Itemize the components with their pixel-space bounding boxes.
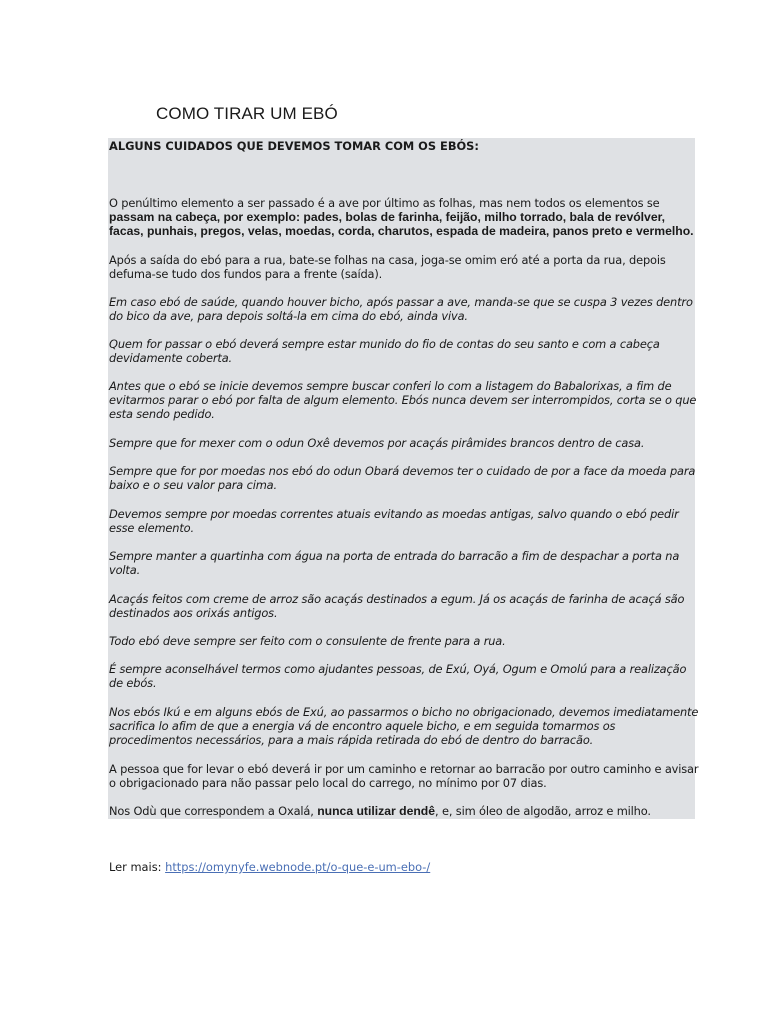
read-more-link[interactable]: https://omynyfe.webnode.pt/o-que-e-um-ebo-/ [165, 860, 431, 874]
read-more-line [109, 860, 430, 874]
paragraph-oxala-bold: nunca utilizar dendê [317, 804, 436, 818]
paragraph-iku-ebos: Nos ebós Ikú e em alguns ebós de Exú, ao passarmos o bicho no obrigacionado, devemos imediatamente sacrifica lo afim de que a energia vá de encontro aquele bicho, e em seguida tomarmos os procedimentos necessários, para a mais rápida retirada do ebó de dentro do barracão. [109, 705, 699, 747]
paragraph-helpers: É sempre aconselhável termos como ajudantes pessoas, de Exú, Oyá, Ogum e Omolú para a realização de ebós. [109, 662, 687, 690]
paragraph-oxala-after: , e, sim óleo de algodão, arroz e milho. [435, 804, 651, 818]
paragraph-elements-normal: O penúltimo elemento a ser passado é a ave por último as folhas, mas nem todos os elementos se [109, 196, 660, 210]
paragraph-health-ebo: Em caso ebó de saúde, quando houver bicho, após passar a ave, manda-se que se cuspa 3 vezes dentro do bico da ave, para depois soltá-la em cima do ebó, ainda viva. [109, 295, 693, 323]
paragraph-oxala [109, 804, 699, 818]
paragraph-acacas: Acaçás feitos com creme de arroz são acaçás destinados a egum. Já os acaçás de farinha de acaçá são destinados aos orixás antigos. [109, 592, 685, 620]
paragraph-facing-street: Todo ebó deve sempre ser feito com o consulente de frente para a rua. [109, 634, 506, 648]
paragraph-elements [109, 196, 699, 238]
paragraph-after-exit: Após a saída do ebó para a rua, bate-se folhas na casa, joga-se omim eró até a porta da rua, depois defuma-se tudo dos fundos para a frente (saída). [109, 253, 666, 281]
paragraph-carrying-ebo: A pessoa que for levar o ebó deverá ir por um caminho e retornar ao barracão por outro caminho e avisar o obrigacionado para não passar pelo local do carrego, no mínimo por 07 dias. [109, 762, 699, 790]
paragraph-oxala-before: Nos Odù que correspondem a Oxalá, [109, 804, 318, 818]
paragraph-who-passes: Quem for passar o ebó deverá sempre estar munido do fio de contas do seu santo e com a cabeça devidamente coberta. [109, 337, 660, 365]
paragraph-current-coins: Devemos sempre por moedas correntes atuais evitando as moedas antigas, salvo quando o ebó pedir esse elemento. [109, 507, 679, 535]
paragraph-quartinha: Sempre manter a quartinha com água na porta de entrada do barracão a fim de despachar a porta na volta. [109, 549, 680, 577]
paragraph-before-start: Antes que o ebó se inicie devemos sempre buscar conferi lo com a listagem do Babalorixas, a fim de evitarmos parar o ebó por falta de algum elemento. Ebós nunca devem ser interrompidos, corta se o que esta sendo pedido. [109, 379, 697, 421]
paragraph-odun-oxe: Sempre que for mexer com o odun Oxê devemos por acaçás pirâmides brancos dentro de casa. [109, 436, 645, 450]
read-more-label: Ler mais: [109, 860, 166, 874]
paragraph-elements-bold: passam na cabeça, por exemplo: pades, bolas de farinha, feijão, milho torrado, bala de revólver, facas, punhais, pregos, velas, moedas, corda, charutos, espada de madeira, panos preto e vermelho. [109, 210, 694, 238]
section-heading: ALGUNS CUIDADOS QUE DEVEMOS TOMAR COM OS EBÓS: [109, 139, 479, 153]
document-title: COMO TIRAR UM EBÓ [156, 104, 338, 123]
paragraph-odun-obara: Sempre que for por moedas nos ebó do odun Obará devemos ter o cuidado de por a face da moeda para baixo e o seu valor para cima. [109, 464, 696, 492]
